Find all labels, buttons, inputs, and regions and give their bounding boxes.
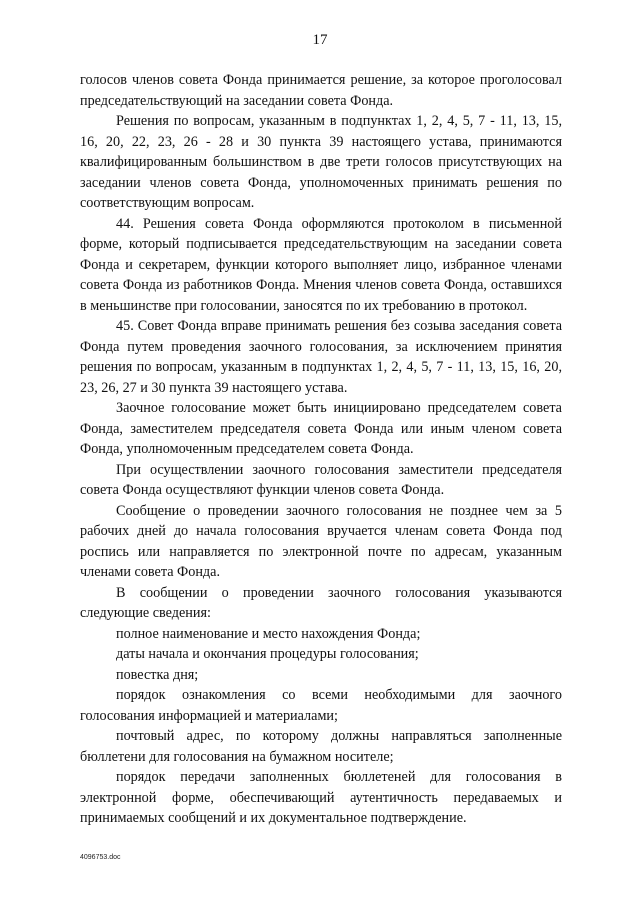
paragraph: При осуществлении заочного голосования заместители председателя совета Фонда осуществляют функции членов совета Фонда. [80,461,562,498]
list-item: порядок ознакомления со всеми необходимыми для заочного голосования информацией и материалами; [80,687,562,724]
list-item: полное наименование и место нахождения Фонда; [116,625,421,642]
paragraph: Заочное голосование может быть инициировано председателем совета Фонда, заместителем председателя совета Фонда или иным членом совета Фонда, уполномоченным председателем совета Фонда. [80,400,562,457]
footer-filename: 4096753.doc [80,854,121,861]
paragraph: Сообщение о проведении заочного голосования не позднее чем за 5 рабочих дней до начала голосования вручается членам совета Фонда под роспись или направляется по электронной почте по адресам, указанным членами совета Фонда. [80,502,562,580]
paragraph: голосов членов совета Фонда принимается решение, за которое проголосовал председательствующий на заседании совета Фонда. [80,72,562,109]
list-item: почтовый адрес, по которому должны направляться заполненные бюллетени для голосования на бумажном носителе; [80,728,562,765]
page-number: 17 [312,32,328,48]
paragraph: 45. Совет Фонда вправе принимать решения без созыва заседания совета Фонда путем проведения заочного голосования, за исключением принятия решения по вопросам, указанным в подпунктах 1, 2, 4, 5, 7 - 11, 13, 15, 16, 20, 23, 26, 27 и 30 пункта 39 настоящего устава. [80,318,562,396]
document-body [80,70,562,829]
paragraph: Решения по вопросам, указанным в подпунктах 1, 2, 4, 5, 7 - 11, 13, 15, 16, 20, 22, 23, 26 - 28 и 30 пункта 39 настоящего устава, принимаются квалифицированным большинством в две трети голосов присутствующих на заседании членов совета Фонда, уполномоченных принимать решения по соответствующим вопросам. [80,113,562,211]
list-item: даты начала и окончания процедуры голосования; [116,646,419,662]
list-item: повестка дня; [116,666,199,683]
list-item: порядок передачи заполненных бюллетеней для голосования в электронной форме, обеспечивающий аутентичность передаваемых и принимаемых сообщений и их документальное подтверждение. [80,769,562,826]
paragraph: 44. Решения совета Фонда оформляются протоколом в письменной форме, который подписывается председательствующим на заседании совета Фонда и секретарем, функции которого выполняет лицо, избранное членами совета Фонда из работников Фонда. Мнения членов совета Фонда, оставшихся в меньшинстве при голосовании, заносятся по их требованию в протокол. [80,215,562,314]
paragraph: В сообщении о проведении заочного голосования указываются следующие сведения: [80,584,562,621]
